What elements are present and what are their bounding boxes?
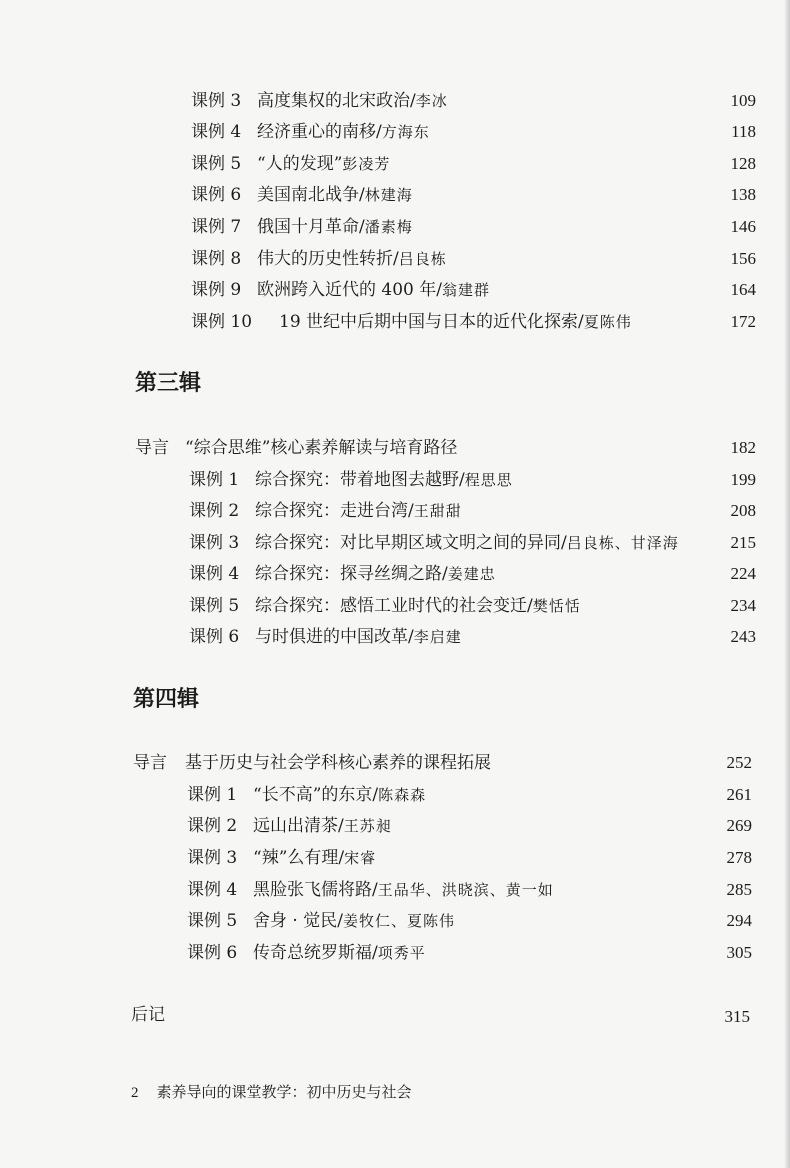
toc-entry[interactable]: 课例 1 “长不高”的东京/陈森森	[187, 785, 427, 805]
entry-page-number: 234	[730, 596, 756, 615]
entry-title: 经济重心的南移	[257, 122, 376, 142]
toc-entry[interactable]	[191, 153, 390, 175]
entry-page-number: 118	[731, 122, 756, 141]
entry-author: 吕良栋	[398, 250, 447, 268]
entry-author: 姜建忠	[447, 565, 496, 583]
entry-title: 伟大的历史性转折	[257, 249, 393, 269]
toc-entry[interactable]: 课例 4 综合探究：探寻丝绸之路/姜建忠	[189, 564, 496, 584]
entry-label: 课例 4	[191, 122, 242, 142]
entry-label: 课例 2	[187, 816, 238, 836]
entry-title: 综合探究：对比早期区域文明之间的异同	[255, 533, 561, 553]
entry-page-number: 285	[726, 880, 752, 899]
toc-entry[interactable]: 课例 6 传奇总统罗斯福/项秀平	[187, 943, 426, 963]
toc-intro-entry[interactable]	[133, 752, 491, 774]
entry-label: 课例 4	[189, 564, 240, 584]
entry-label: 课例 8	[191, 249, 242, 269]
entry-author: 程思思	[464, 471, 513, 489]
entry-title: 俄国十月革命	[257, 217, 359, 237]
toc-entry[interactable]: 课例 3 “辣”么有理/宋睿	[187, 848, 377, 868]
toc-entry[interactable]: 课例 3 综合探究：对比早期区域文明之间的异同/吕良栋、甘泽海	[189, 533, 679, 553]
entry-page-number: 199	[730, 470, 756, 489]
entry-author: 王甜甜	[413, 502, 462, 520]
entry-author: 翁建群	[442, 281, 491, 299]
entry-author: 潘素梅	[364, 218, 413, 236]
entry-author: 宋睿	[344, 849, 377, 867]
entry-label: 导言	[135, 438, 169, 458]
footer-book-title: 素养导向的课堂教学：初中历史与社会	[156, 1083, 412, 1101]
entry-title: 综合探究：探寻丝绸之路	[255, 564, 442, 584]
entry-title: 与时俱进的中国改革	[255, 627, 408, 647]
entry-title: 欧洲跨入近代的 400 年	[257, 280, 437, 300]
entry-author: 李冰	[415, 92, 448, 110]
entry-title: 远山出清茶	[253, 816, 338, 836]
entry-page-number: 305	[726, 943, 752, 962]
entry-page-number: 208	[730, 501, 756, 520]
toc-entry[interactable]: 课例 6 与时俱进的中国改革/李启建	[189, 627, 462, 647]
entry-label: 课例 3	[191, 91, 242, 111]
entry-title: 黑脸张飞儒将路	[253, 880, 372, 900]
entry-author: 项秀平	[377, 944, 426, 962]
entry-label: 课例 5	[189, 596, 240, 616]
entry-page-number: 109	[730, 91, 756, 110]
entry-page-number: 146	[730, 217, 756, 236]
entry-page-number: 243	[730, 627, 756, 646]
entry-author: 吕良栋、甘泽海	[566, 534, 679, 552]
toc-entry[interactable]: 课例 9 欧洲跨入近代的 400 年/翁建群	[191, 280, 491, 300]
entry-title: 基于历史与社会学科核心素养的课程拓展	[185, 753, 491, 773]
entry-author: 樊恬恬	[532, 597, 581, 615]
toc-entry[interactable]: 课例 1 综合探究：带着地图去越野/程思思	[189, 470, 513, 490]
entry-title: “辣”么有理	[253, 848, 339, 868]
page-edge	[784, 0, 790, 1168]
entry-title: 美国南北战争	[257, 185, 359, 205]
entry-label: 课例 6	[191, 185, 242, 205]
entry-label: 课例 1	[187, 785, 238, 805]
entry-author: 姜牧仁、夏陈伟	[342, 912, 455, 930]
toc-entry[interactable]: 课例 2 远山出清茶/王苏昶	[187, 816, 392, 836]
entry-author: 夏陈伟	[583, 313, 632, 331]
entry-page-number: 269	[726, 816, 752, 835]
entry-title: 舍身 · 觉民	[253, 911, 338, 931]
entry-title: “长不高”的东京	[253, 785, 373, 805]
entry-author: 彭凌芳	[342, 155, 391, 173]
footer-page-number: 2	[131, 1085, 139, 1101]
entry-author: 王品华、洪晓滨、黄一如	[377, 881, 554, 899]
entry-label: 课例 2	[189, 501, 240, 521]
entry-author: 林建海	[364, 186, 413, 204]
section-heading-four: 第四辑	[133, 687, 200, 712]
toc-entry[interactable]: 课例 6 美国南北战争/林建海	[191, 185, 413, 205]
entry-label: 课例 3	[187, 848, 238, 868]
entry-page-number: 224	[730, 564, 756, 583]
toc-entry[interactable]: 课例 5 综合探究：感悟工业时代的社会变迁/樊恬恬	[189, 596, 581, 616]
toc-entry[interactable]: 课例 2 综合探究：走进台湾/王甜甜	[189, 501, 462, 521]
entry-page-number: 294	[726, 911, 752, 930]
toc-entry[interactable]: 课例 4 经济重心的南移/方海东	[191, 122, 430, 142]
entry-author: 李启建	[413, 628, 462, 646]
entry-page-number: 172	[730, 312, 756, 331]
entry-label: 课例 4	[187, 880, 238, 900]
entry-page-number: 278	[726, 848, 752, 867]
toc-entry[interactable]: 课例 7 俄国十月革命/潘素梅	[191, 217, 413, 237]
toc-entry[interactable]: 课例 3 高度集权的北宋政治/李冰	[191, 91, 448, 111]
entry-title: 综合探究：感悟工业时代的社会变迁	[255, 596, 527, 616]
section-heading-three: 第三辑	[135, 371, 202, 396]
entry-page-number: 252	[726, 753, 752, 772]
entry-title: 高度集权的北宋政治	[257, 91, 410, 111]
entry-page-number: 182	[730, 438, 756, 457]
entry-label: 课例 6	[187, 943, 238, 963]
entry-label: 课例 10	[191, 312, 253, 332]
toc-entry[interactable]: 课例 8 伟大的历史性转折/吕良栋	[191, 249, 447, 269]
entry-title: “人的发现”	[257, 154, 343, 174]
entry-label: 课例 7	[191, 217, 242, 237]
entry-label: 课例 6	[189, 627, 240, 647]
entry-page-number: 315	[724, 1007, 750, 1026]
page-footer	[131, 1082, 412, 1103]
entry-label: 课例 1	[189, 470, 240, 490]
entry-label: 导言	[133, 753, 167, 773]
entry-page-number: 164	[730, 280, 756, 299]
entry-page-number: 156	[730, 249, 756, 268]
entry-author: 王苏昶	[343, 817, 392, 835]
entry-title: 19 世纪中后期中国与日本的近代化探索	[279, 312, 579, 332]
toc-entry[interactable]: 课例 10 19 世纪中后期中国与日本的近代化探索/夏陈伟	[191, 312, 632, 332]
entry-label: 课例 5	[187, 911, 238, 931]
toc-intro-entry[interactable]	[135, 437, 457, 459]
entry-label: 课例 3	[189, 533, 240, 553]
entry-label: 课例 9	[191, 280, 242, 300]
entry-author: 陈森森	[378, 786, 427, 804]
entry-label: 后记	[131, 1005, 165, 1025]
entry-page-number: 215	[730, 533, 756, 552]
entry-title: 传奇总统罗斯福	[253, 943, 372, 963]
entry-title: 综合探究：走进台湾	[255, 501, 408, 521]
entry-title: “综合思维”核心素养解读与培育路径	[185, 438, 458, 458]
entry-page-number: 261	[726, 785, 752, 804]
entry-label: 课例 5	[191, 154, 242, 174]
toc-afterword-entry[interactable]	[131, 1004, 165, 1026]
entry-author: 方海东	[381, 123, 430, 141]
entry-title: 综合探究：带着地图去越野	[255, 470, 459, 490]
entry-page-number: 138	[730, 185, 756, 204]
toc-entry[interactable]: 课例 4 黑脸张飞儒将路/王品华、洪晓滨、黄一如	[187, 880, 554, 900]
entry-page-number: 128	[730, 154, 756, 173]
toc-entry[interactable]: 课例 5 舍身 · 觉民/姜牧仁、夏陈伟	[187, 911, 455, 931]
